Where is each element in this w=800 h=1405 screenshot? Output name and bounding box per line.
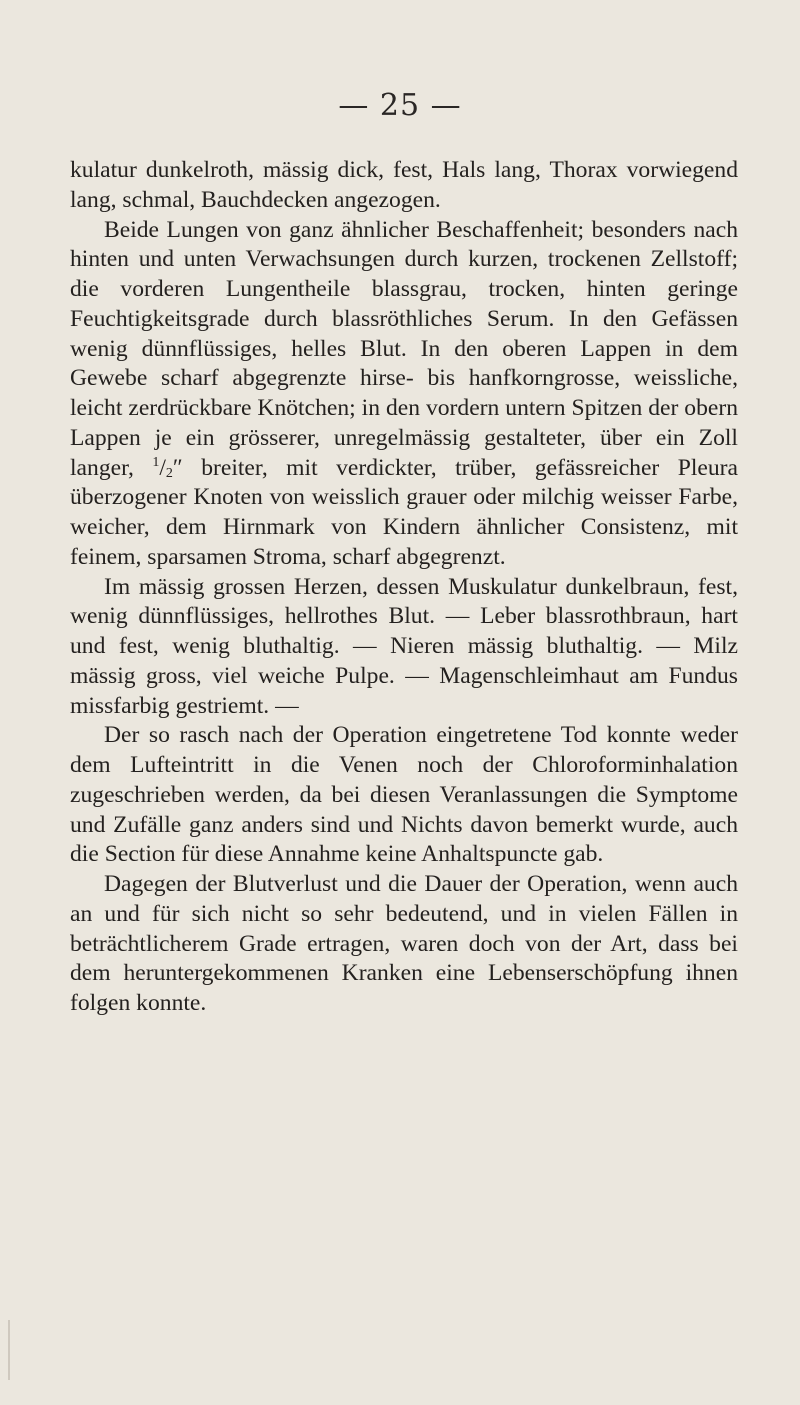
fraction-half-inch: $^1/_2''$ xyxy=(152,454,183,481)
paragraph-3 xyxy=(70,573,738,722)
paragraph-4 xyxy=(70,721,738,870)
paragraph-2-text: Beide Lungen von ganz ähnlicher Beschaffenheit; besonders nach hinten und unten Verwachsungen durch kurzen, trockenen Zellstoff; die vorderen Lungentheile blassgrau, trocken, hinten geringe Feuchtigkeitsgrade durch blassröthliches Serum. In den Gefässen wenig dünnflüssiges, helles Blut. In den oberen Lappen in dem Gewebe scharf abgegrenzte hirse- bis hanfkorngrosse, weissliche, leicht zerdrückbare Knötchen; in den vordern untern Spitzen der obern Lappen je ein grösserer, unregelmässig gestalteter, über ein Zoll langer, xyxy=(70,216,738,481)
margin-mark xyxy=(8,1320,10,1380)
paragraph-4-text: Der so rasch nach der Operation eingetretene Tod konnte weder dem Lufteintritt in die Venen noch der Chloroforminhalation zugeschrieben werden, da bei diesen Veranlassungen die Symptome und Zufälle ganz anders sind und Nichts davon bemerkt wurde, auch die Section für diese Annahme keine Anhaltspuncte gab. xyxy=(70,722,738,868)
paragraph-3-text: Im mässig grossen Herzen, dessen Muskulatur dunkelbraun, fest, wenig dünnflüssiges, hellrothes Blut. — Leber blassrothbraun, hart und fest, wenig bluthaltig. — Nieren mässig bluthaltig. — Milz mässig gross, viel weiche Pulpe. — Magenschleimhaut am Fundus missfarbig gestriemt. — xyxy=(70,573,738,719)
paragraph-1-text: kulatur dunkelroth, mässig dick, fest, Hals lang, Thorax vorwiegend lang, schmal, Bauchdecken angezogen. xyxy=(70,157,738,213)
paragraph-2-text-after: breiter, mit verdickter, trüber, gefässreicher Pleura überzogener Knoten von weisslich grauer oder milchig weisser Farbe, weicher, dem Hirnmark von Kindern ähnlicher Consistenz, mit feinem, sparsamen Stroma, scharf abgegrenzt. xyxy=(70,454,738,570)
fraction-denominator: 2 xyxy=(165,465,173,481)
paragraph-5-text: Dagegen der Blutverlust und die Dauer der Operation, wenn auch an und für sich nicht so sehr bedeutend, und in vielen Fällen in beträchtlicherem Grade ertragen, waren doch von der Art, dass bei dem heruntergekommenen Kranken eine Lebenserschöpfung ihnen folgen konnte. xyxy=(70,871,738,1016)
page-number: — 25 — xyxy=(338,88,462,123)
paragraph-5 xyxy=(70,870,738,1019)
paragraph-2 xyxy=(70,216,738,573)
fraction-numerator: 1 xyxy=(152,454,160,470)
paragraph-1 xyxy=(70,156,738,216)
body-text xyxy=(70,156,738,1019)
